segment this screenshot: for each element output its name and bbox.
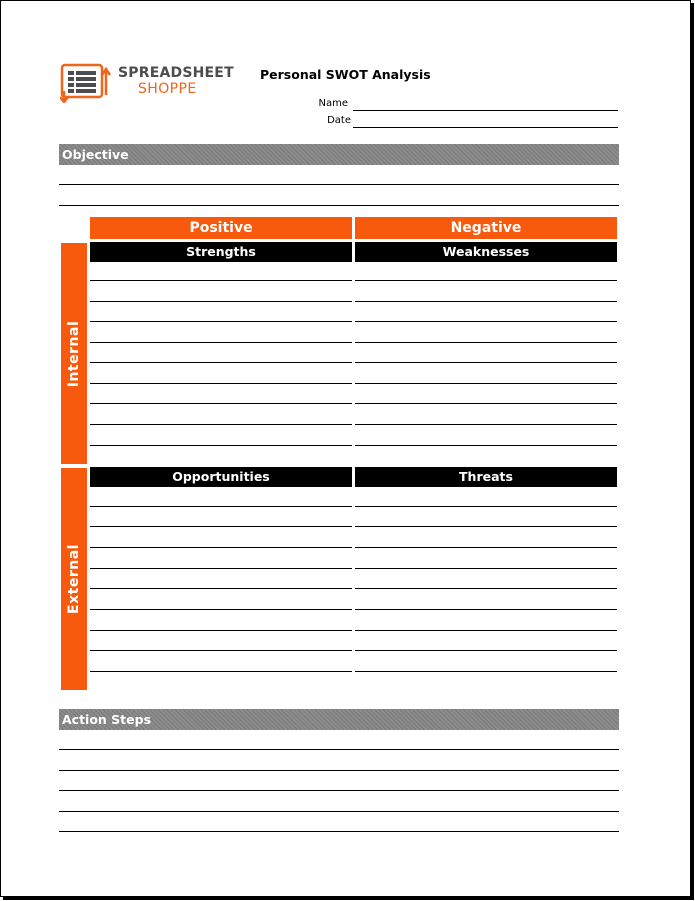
opportunities-line[interactable] [90,671,352,672]
weaknesses-line[interactable] [355,342,617,343]
internal-label: Internal [66,320,82,387]
logo-text-spreadsheet: SPREADSHEET [118,65,234,81]
threats-header: Threats [355,467,617,487]
threats-line[interactable] [355,568,617,569]
internal-side-band [61,243,87,464]
strengths-line[interactable] [90,424,352,425]
spreadsheet-logo-icon [60,63,112,103]
weaknesses-line[interactable] [355,280,617,281]
name-label: Name [318,98,348,109]
weaknesses-line[interactable] [355,383,617,384]
weaknesses-header: Weaknesses [355,242,617,262]
opportunities-line[interactable] [90,609,352,610]
date-field[interactable] [353,127,618,128]
external-side-band [61,468,87,690]
name-field[interactable] [353,110,618,111]
positive-header: Positive [90,217,352,239]
weaknesses-line[interactable] [355,301,617,302]
strengths-line[interactable] [90,321,352,322]
threats-line[interactable] [355,609,617,610]
action-steps-line[interactable] [59,749,619,750]
opportunities-line[interactable] [90,630,352,631]
action-steps-line[interactable] [59,811,619,812]
threats-line[interactable] [355,506,617,507]
opportunities-line[interactable] [90,650,352,651]
opportunities-line[interactable] [90,547,352,548]
opportunities-header: Opportunities [90,467,352,487]
objective-header: Objective [59,144,619,165]
strengths-line[interactable] [90,280,352,281]
logo-text-shoppe: SHOPPE [138,81,197,97]
action-steps-line[interactable] [59,790,619,791]
weaknesses-line[interactable] [355,362,617,363]
weaknesses-line[interactable] [355,445,617,446]
weaknesses-line[interactable] [355,424,617,425]
date-label: Date [327,115,351,126]
threats-line[interactable] [355,671,617,672]
objective-line[interactable] [59,205,619,206]
action-steps-line[interactable] [59,831,619,832]
threats-line[interactable] [355,630,617,631]
threats-line[interactable] [355,547,617,548]
weaknesses-line[interactable] [355,403,617,404]
page-title: Personal SWOT Analysis [260,67,431,82]
opportunities-line[interactable] [90,506,352,507]
weaknesses-line[interactable] [355,321,617,322]
strengths-line[interactable] [90,301,352,302]
negative-header: Negative [355,217,617,239]
strengths-line[interactable] [90,383,352,384]
strengths-line[interactable] [90,445,352,446]
opportunities-line[interactable] [90,568,352,569]
opportunities-line[interactable] [90,588,352,589]
opportunities-line[interactable] [90,526,352,527]
threats-line[interactable] [355,526,617,527]
threats-line[interactable] [355,650,617,651]
strengths-header: Strengths [90,242,352,262]
action-steps-line[interactable] [59,770,619,771]
objective-line[interactable] [59,184,619,185]
action-steps-header: Action Steps [59,709,619,730]
strengths-line[interactable] [90,403,352,404]
strengths-line[interactable] [90,342,352,343]
strengths-line[interactable] [90,362,352,363]
external-label: External [66,544,82,614]
threats-line[interactable] [355,588,617,589]
spreadsheet-shoppe-logo [60,63,234,103]
